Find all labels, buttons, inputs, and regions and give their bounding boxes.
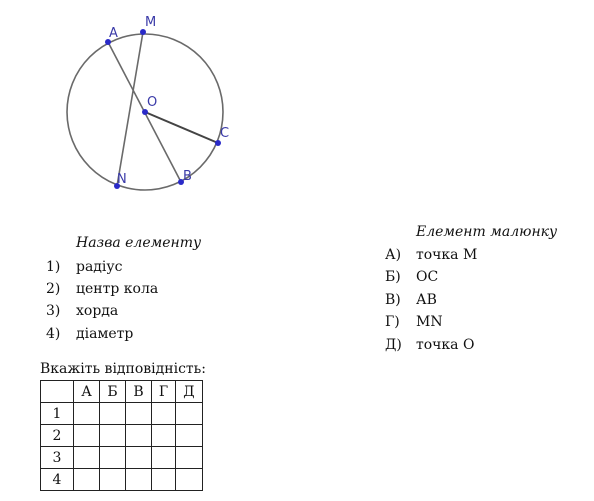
item-label: хорда	[76, 303, 119, 319]
answer-cell[interactable]	[100, 469, 126, 491]
item-letter: А)	[385, 247, 402, 263]
corner-cell	[41, 381, 74, 403]
table-row	[41, 447, 203, 469]
label-c: C	[220, 126, 230, 141]
row-header: 3	[41, 447, 74, 469]
answer-cell[interactable]	[126, 403, 152, 425]
item-number: 4)	[46, 326, 61, 342]
answer-cell[interactable]	[74, 447, 100, 469]
answer-cell[interactable]	[152, 469, 176, 491]
answer-cell[interactable]	[74, 403, 100, 425]
table-row	[41, 425, 203, 447]
column-header: Б	[100, 381, 126, 403]
answer-cell[interactable]	[176, 403, 203, 425]
item-label: точка М	[416, 247, 478, 263]
row-header: 1	[41, 403, 74, 425]
item-label: ОС	[416, 269, 439, 285]
column-header: Г	[152, 381, 176, 403]
item-label: діаметр	[76, 326, 134, 342]
answer-cell[interactable]	[152, 447, 176, 469]
item-letter: В)	[385, 292, 401, 308]
item-label: MN	[416, 314, 443, 330]
circle-figure	[0, 0, 260, 210]
table-row	[41, 469, 203, 491]
label-o: O	[147, 95, 158, 110]
answer-cell[interactable]	[176, 447, 203, 469]
table-header-row	[41, 381, 203, 403]
item-letter: Г)	[385, 314, 400, 330]
answer-cell[interactable]	[100, 403, 126, 425]
row-header: 4	[41, 469, 74, 491]
item-letter: Б)	[385, 269, 401, 285]
answer-cell[interactable]	[100, 425, 126, 447]
item-label: точка О	[416, 337, 475, 353]
item-number: 3)	[46, 303, 61, 319]
answer-cell[interactable]	[152, 403, 176, 425]
answer-cell[interactable]	[126, 425, 152, 447]
right-column-heading: Елемент малюнку	[416, 224, 558, 240]
column-header: В	[126, 381, 152, 403]
instruction-text: Вкажіть відповідність:	[40, 361, 207, 377]
row-header: 2	[41, 425, 74, 447]
item-number: 1)	[46, 259, 61, 275]
radius-oc	[145, 112, 218, 143]
table-row	[41, 403, 203, 425]
column-header: А	[74, 381, 100, 403]
column-header: Д	[176, 381, 203, 403]
item-label: радіус	[76, 259, 123, 275]
item-label: АВ	[416, 292, 437, 308]
label-b: B	[183, 169, 192, 184]
answer-cell[interactable]	[152, 425, 176, 447]
answer-table	[40, 380, 203, 491]
item-letter: Д)	[385, 337, 402, 353]
answer-cell[interactable]	[126, 469, 152, 491]
answer-cell[interactable]	[126, 447, 152, 469]
label-m: M	[145, 15, 157, 30]
answer-cell[interactable]	[100, 447, 126, 469]
answer-cell[interactable]	[176, 425, 203, 447]
left-column-heading: Назва елементу	[76, 235, 202, 251]
label-a: A	[109, 26, 118, 41]
answer-cell[interactable]	[74, 469, 100, 491]
answer-cell[interactable]	[176, 469, 203, 491]
answer-cell[interactable]	[74, 425, 100, 447]
item-number: 2)	[46, 281, 61, 297]
item-label: центр кола	[76, 281, 159, 297]
label-n: N	[117, 172, 127, 187]
chord-mn	[117, 32, 143, 186]
